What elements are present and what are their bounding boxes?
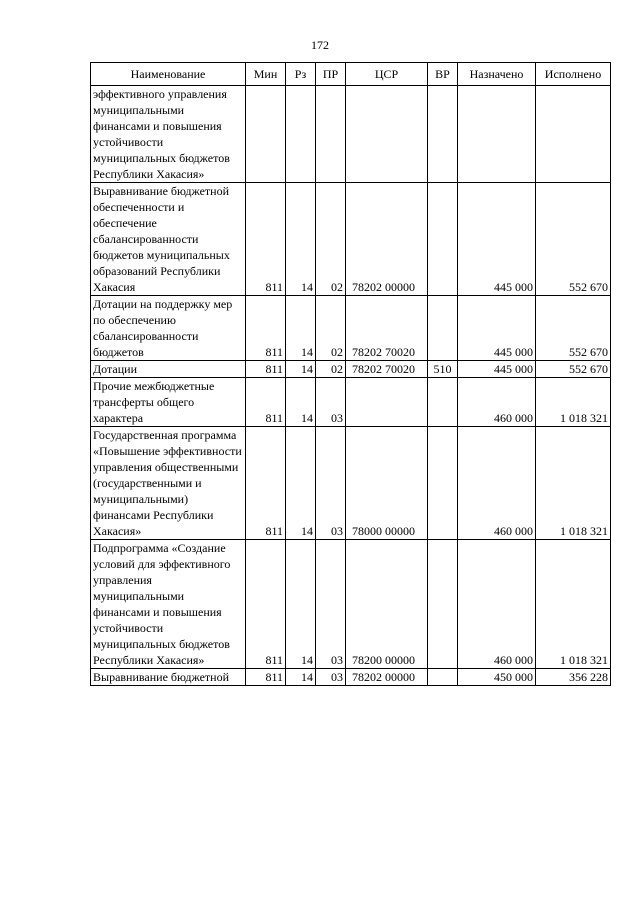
- header-executed: Исполнено: [536, 63, 611, 86]
- table-body: [91, 86, 611, 686]
- cell-csr: 78200 00000: [346, 540, 428, 669]
- cell-vr: [428, 183, 458, 296]
- cell-rz: 14: [286, 427, 316, 540]
- header-pr: ПР: [316, 63, 346, 86]
- table-row: [91, 183, 611, 296]
- table-row: [91, 86, 611, 183]
- cell-name: эффективного управления муниципальными финансами и повышения устойчивости муниципальных бюджетов Республики Хакасия»: [91, 86, 246, 183]
- cell-pr: 02: [316, 361, 346, 378]
- cell-name: Прочие межбюджетные трансферты общего характера: [91, 378, 246, 427]
- cell-vr: [428, 86, 458, 183]
- cell-min: 811: [246, 540, 286, 669]
- table-row: [91, 378, 611, 427]
- cell-assigned: 445 000: [458, 296, 536, 361]
- cell-rz: 14: [286, 296, 316, 361]
- cell-assigned: [458, 86, 536, 183]
- header-min: Мин: [246, 63, 286, 86]
- cell-csr: 78202 70020: [346, 296, 428, 361]
- cell-rz: 14: [286, 669, 316, 686]
- cell-rz: 14: [286, 540, 316, 669]
- cell-csr: [346, 86, 428, 183]
- cell-executed: 552 670: [536, 296, 611, 361]
- table-header-row: [91, 63, 611, 86]
- cell-min: 811: [246, 296, 286, 361]
- header-rz: Рз: [286, 63, 316, 86]
- cell-vr: [428, 296, 458, 361]
- cell-min: [246, 86, 286, 183]
- cell-name: Государственная программа «Повышение эффективности управления общественными (государственными и муниципальными) финансами Республики Хакасия»: [91, 427, 246, 540]
- cell-assigned: 460 000: [458, 540, 536, 669]
- cell-executed: [536, 86, 611, 183]
- cell-min: 811: [246, 669, 286, 686]
- cell-vr: 510: [428, 361, 458, 378]
- cell-executed: 1 018 321: [536, 540, 611, 669]
- table-row: [91, 427, 611, 540]
- cell-pr: 03: [316, 427, 346, 540]
- cell-executed: 552 670: [536, 361, 611, 378]
- cell-assigned: 445 000: [458, 361, 536, 378]
- table-row: [91, 669, 611, 686]
- cell-executed: 356 228: [536, 669, 611, 686]
- cell-min: 811: [246, 427, 286, 540]
- cell-name: Выравнивание бюджетной обеспеченности и обеспечение сбалансированности бюджетов муниципальных образований Республики Хакасия: [91, 183, 246, 296]
- cell-executed: 1 018 321: [536, 378, 611, 427]
- cell-csr: 78000 00000: [346, 427, 428, 540]
- table-row: [91, 540, 611, 669]
- cell-vr: [428, 669, 458, 686]
- cell-assigned: 460 000: [458, 427, 536, 540]
- header-vr: ВР: [428, 63, 458, 86]
- cell-name: Дотации на поддержку мер по обеспечению сбалансированности бюджетов: [91, 296, 246, 361]
- cell-pr: 02: [316, 296, 346, 361]
- cell-assigned: 450 000: [458, 669, 536, 686]
- page-number: 172: [311, 38, 329, 52]
- cell-assigned: 460 000: [458, 378, 536, 427]
- budget-table: [90, 62, 611, 686]
- cell-pr: 03: [316, 669, 346, 686]
- cell-min: 811: [246, 378, 286, 427]
- cell-pr: 03: [316, 540, 346, 669]
- cell-executed: 552 670: [536, 183, 611, 296]
- header-csr: ЦСР: [346, 63, 428, 86]
- cell-rz: 14: [286, 183, 316, 296]
- cell-name: Дотации: [91, 361, 246, 378]
- cell-vr: [428, 427, 458, 540]
- cell-rz: [286, 86, 316, 183]
- cell-pr: 03: [316, 378, 346, 427]
- cell-csr: 78202 70020: [346, 361, 428, 378]
- cell-csr: 78202 00000: [346, 669, 428, 686]
- table-row: [91, 361, 611, 378]
- cell-name: Выравнивание бюджетной: [91, 669, 246, 686]
- cell-name: Подпрограмма «Создание условий для эффективного управления муниципальными финансами и повышения устойчивости муниципальных бюджетов Республики Хакасия»: [91, 540, 246, 669]
- cell-pr: 02: [316, 183, 346, 296]
- cell-assigned: 445 000: [458, 183, 536, 296]
- cell-min: 811: [246, 183, 286, 296]
- cell-rz: 14: [286, 378, 316, 427]
- cell-csr: 78202 00000: [346, 183, 428, 296]
- cell-rz: 14: [286, 361, 316, 378]
- header-name: Наименование: [91, 63, 246, 86]
- table-row: [91, 296, 611, 361]
- cell-vr: [428, 378, 458, 427]
- cell-vr: [428, 540, 458, 669]
- header-assigned: Назначено: [458, 63, 536, 86]
- cell-csr: [346, 378, 428, 427]
- cell-pr: [316, 86, 346, 183]
- cell-executed: 1 018 321: [536, 427, 611, 540]
- cell-min: 811: [246, 361, 286, 378]
